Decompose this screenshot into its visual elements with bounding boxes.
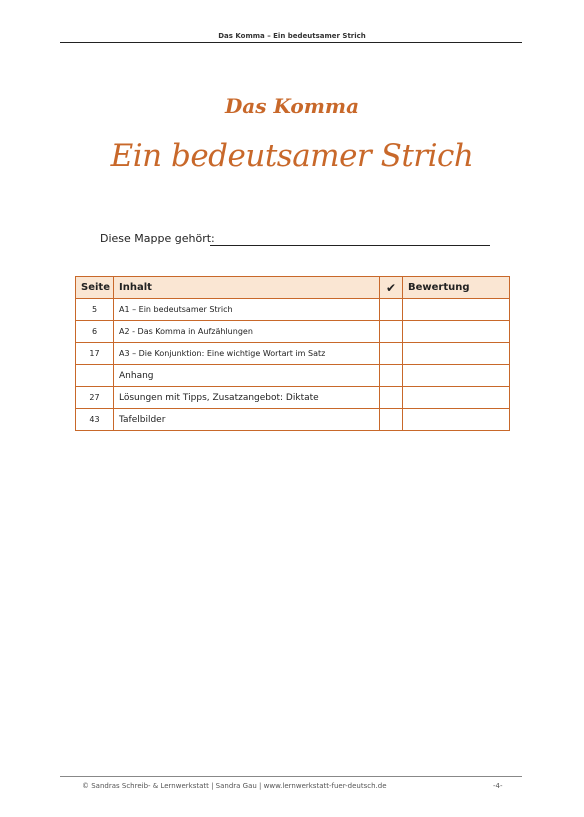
owner-name-line — [210, 245, 490, 246]
table-row — [76, 299, 510, 321]
row-rating-cell — [403, 387, 510, 409]
row-check-cell — [380, 365, 403, 387]
row-content: Anhang — [114, 365, 380, 387]
row-check-cell — [380, 409, 403, 431]
table-row — [76, 321, 510, 343]
row-page — [76, 365, 114, 387]
owner-label: Diese Mappe gehört: — [100, 232, 215, 245]
header-page: Seite — [76, 277, 114, 299]
page-number: -4- — [493, 782, 503, 790]
contents-table — [75, 276, 510, 431]
row-rating-cell — [403, 321, 510, 343]
running-header: Das Komma – Ein bedeutsamer Strich — [218, 32, 366, 40]
table-row — [76, 365, 510, 387]
row-content: Tafelbilder — [114, 409, 380, 431]
row-rating-cell — [403, 343, 510, 365]
header-rating: Bewertung — [403, 277, 510, 299]
footer-copyright: © Sandras Schreib- & Lernwerkstatt | Sandra Gau | www.lernwerkstatt-fuer-deutsch.de — [82, 782, 387, 790]
table-row — [76, 343, 510, 365]
row-check-cell — [380, 299, 403, 321]
table-row — [76, 409, 510, 431]
row-rating-cell — [403, 365, 510, 387]
row-page: 43 — [76, 409, 114, 431]
row-check-cell — [380, 321, 403, 343]
page-title: Ein bedeutsamer Strich — [110, 138, 474, 174]
row-check-cell — [380, 343, 403, 365]
row-check-cell — [380, 387, 403, 409]
title-small: Das Komma — [224, 94, 360, 118]
row-rating-cell — [403, 409, 510, 431]
header-content: Inhalt — [114, 277, 380, 299]
row-page: 6 — [76, 321, 114, 343]
header-check-icon: ✔ — [380, 277, 403, 299]
row-content: Lösungen mit Tipps, Zusatzangebot: Diktate — [114, 387, 380, 409]
row-content: A1 – Ein bedeutsamer Strich — [114, 299, 380, 321]
footer-divider — [60, 776, 522, 777]
row-page: 27 — [76, 387, 114, 409]
row-content: A3 – Die Konjunktion: Eine wichtige Wortart im Satz — [114, 343, 380, 365]
table-row — [76, 387, 510, 409]
row-content: A2 - Das Komma in Aufzählungen — [114, 321, 380, 343]
row-page: 17 — [76, 343, 114, 365]
header-divider — [60, 42, 522, 43]
row-rating-cell — [403, 299, 510, 321]
row-page: 5 — [76, 299, 114, 321]
table-header-row — [76, 277, 510, 299]
